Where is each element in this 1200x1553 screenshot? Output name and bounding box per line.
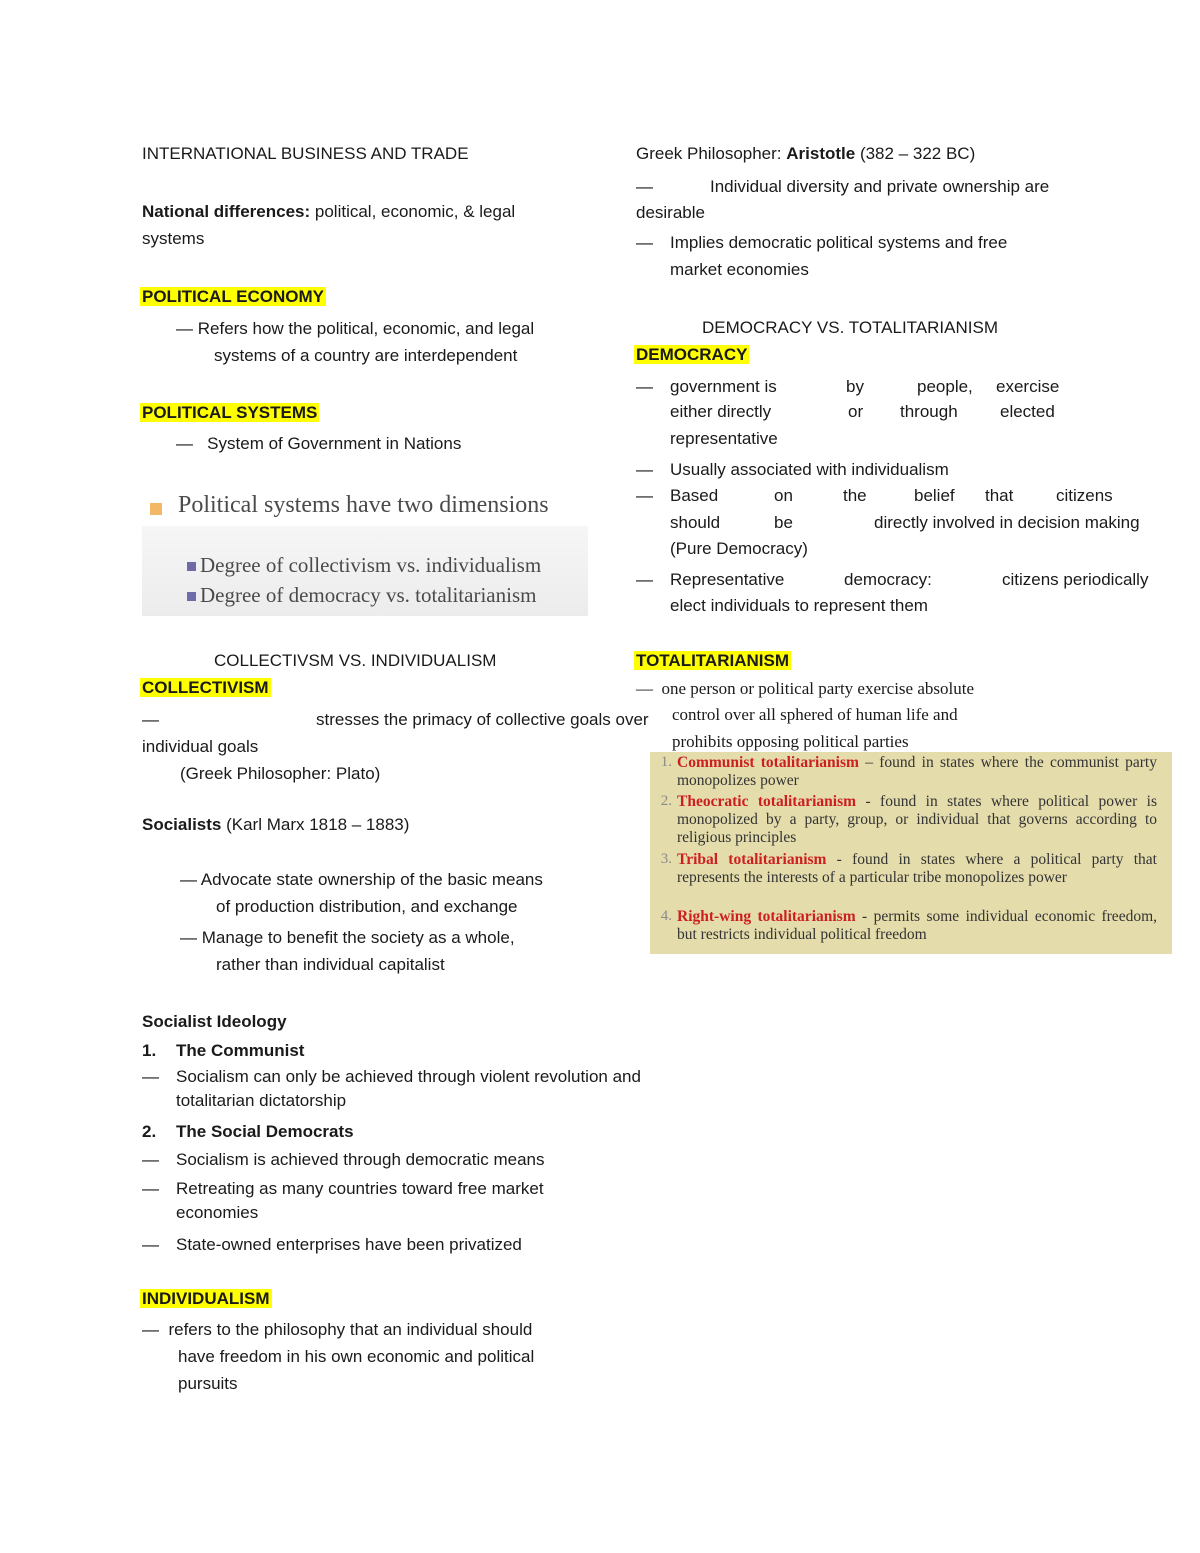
- individualism-label: INDIVIDUALISM: [142, 1289, 270, 1308]
- type-3-num: 3.: [660, 851, 672, 867]
- ideology-item-2-dash: [142, 1178, 159, 1200]
- democracy-vs-totalitarianism-heading: DEMOCRACY VS. TOTALITARIANISM: [702, 318, 998, 337]
- democracy-bullet-1-l2-w2: or: [848, 402, 864, 421]
- collectivism-bullet: [142, 709, 159, 731]
- ideology-item-1-dash: [142, 1066, 159, 1088]
- pe-bullet-1: [176, 318, 534, 340]
- socialists-bullet-1-cont: of production distribution, and exchange: [216, 897, 518, 916]
- democracy-bullet-4-dash: [636, 569, 653, 591]
- national-differences-label: National differences:: [142, 202, 311, 221]
- political-systems-label: POLITICAL SYSTEMS: [142, 403, 318, 422]
- aristotle-years: (382 – 322 BC): [855, 144, 976, 163]
- political-economy-label: POLITICAL ECONOMY: [142, 287, 324, 306]
- type-4-num: 4.: [660, 908, 672, 924]
- political-economy-heading: [140, 286, 326, 308]
- type-3-desc: - found in states where a political party that represents the interests of a particular tribe monopolizes power: [677, 851, 1157, 886]
- democracy-bullet-4-w2: democracy:: [844, 570, 932, 589]
- socialists-bullet-1-text: Advocate state ownership of the basic means: [200, 870, 543, 889]
- totalitarianism-types-box: [650, 752, 1172, 954]
- totalitarianism-line-2: control over all sphered of human life and: [672, 705, 958, 724]
- individualism-line-1: refers to the philosophy that an individual should: [168, 1320, 533, 1339]
- political-systems-slide: [142, 482, 588, 618]
- individualism-line-2: have freedom in his own economic and political: [178, 1347, 535, 1366]
- type-1-num: 1.: [660, 754, 672, 770]
- type-4-name: Right-wing totalitarianism: [677, 908, 856, 925]
- individualism-bullet: [142, 1319, 532, 1341]
- democracy-bullet-3-w5: that: [985, 486, 1014, 505]
- totalitarianism-line-1: one person or political party exercise absolute: [661, 679, 974, 698]
- ideology-item-1-num: 1.: [142, 1041, 157, 1060]
- collectivism-line-3: (Greek Philosopher: Plato): [180, 764, 381, 783]
- totalitarianism-heading: [634, 650, 791, 672]
- democracy-bullet-3-l3: (Pure Democracy): [670, 539, 808, 558]
- democracy-bullet-3-l2-w3: directly involved in decision making: [874, 513, 1140, 532]
- democracy-bullet-3-l2-w2: be: [774, 513, 793, 532]
- type-4-desc: - permits some individual economic freedom, but restricts individual political freedom: [677, 908, 1158, 943]
- aristotle-bullet-2: Implies democratic political systems and free: [670, 233, 1008, 252]
- totalitarianism-line-3: prohibits opposing political parties: [672, 732, 909, 751]
- socialists-line: [142, 814, 409, 836]
- socialists-bullet-2-text: Manage to benefit the society as a whole,: [201, 928, 515, 947]
- aristotle-line: [636, 143, 975, 165]
- democracy-bullet-1-w3: people,: [917, 377, 973, 396]
- ideology-item-1-line-1: Socialism can only be achieved through violent revolution and: [176, 1067, 641, 1086]
- square-bullet-icon: [187, 562, 196, 571]
- democracy-bullet-1-dash: [636, 376, 653, 398]
- democracy-bullet-3-w3: the: [843, 486, 867, 505]
- democracy-bullet-1-l2-w1: either directly: [670, 402, 772, 421]
- ideology-item-2-dash: [142, 1149, 159, 1171]
- type-2-name: Theocratic totalitarianism: [677, 793, 857, 810]
- socialists-text: (Karl Marx 1818 – 1883): [221, 815, 410, 834]
- democracy-bullet-4-w3: citizens periodically: [1002, 570, 1149, 589]
- democracy-bullet-3-w6: citizens: [1056, 486, 1113, 505]
- collectivism-label: COLLECTIVISM: [142, 678, 269, 697]
- aristotle-bullet-2-dash: [636, 232, 653, 254]
- socialists-label: Socialists: [142, 815, 222, 834]
- democracy-bullet-1-w1: government is: [670, 377, 777, 396]
- aristotle-name: Aristotle: [786, 144, 856, 163]
- ideology-item-2-dash: [142, 1234, 159, 1256]
- type-1-name: Communist totalitarianism: [677, 754, 859, 771]
- collectivism-heading: [140, 677, 271, 699]
- democracy-bullet-1-l2-w4: elected: [1000, 402, 1055, 421]
- national-differences: [142, 201, 515, 223]
- democracy-bullet-3-dash: [636, 485, 653, 507]
- type-3-text: [677, 851, 1157, 887]
- ideology-item-2-bullet-2: Retreating as many countries toward free market: [176, 1179, 544, 1198]
- socialists-bullet-2-cont: rather than individual capitalist: [216, 955, 445, 974]
- ideology-item-1-line-2: totalitarian dictatorship: [176, 1091, 347, 1110]
- democracy-heading: [634, 344, 749, 366]
- democracy-bullet-1-w2: by: [846, 377, 864, 396]
- democracy-bullet-4-w1: Representative: [670, 570, 785, 589]
- collectivism-vs-individualism-heading: COLLECTIVSM VS. INDIVIDUALISM: [214, 651, 497, 670]
- type-4-text: [677, 908, 1157, 944]
- ideology-item-2-bullet-3: State-owned enterprises have been privatized: [176, 1235, 522, 1254]
- type-2-text: [677, 793, 1157, 847]
- totalitarianism-label: TOTALITARIANISM: [636, 651, 789, 670]
- political-systems-heading: [140, 402, 319, 424]
- slide-bullet-1: Degree of collectivism vs. individualism: [200, 553, 542, 577]
- collectivism-line-2: individual goals: [142, 737, 259, 756]
- type-1-text: [677, 754, 1157, 790]
- aristotle-bullet-1-cont: desirable: [636, 203, 705, 222]
- collectivism-line-1: stresses the primacy of collective goals over: [316, 710, 649, 729]
- ideology-item-2-bullet-2-cont: economies: [176, 1203, 259, 1222]
- socialists-bullet-2: [180, 927, 515, 949]
- ps-line-1: System of Government in Nations: [207, 434, 462, 453]
- ideology-item-1-title: The Communist: [176, 1041, 305, 1060]
- square-bullet-icon: [150, 503, 162, 515]
- greek-prefix: Greek Philosopher:: [636, 144, 787, 163]
- democracy-bullet-3-l2-w1: should: [670, 513, 721, 532]
- democracy-bullet-4-l2: elect individuals to represent them: [670, 596, 928, 615]
- socialist-ideology-heading: Socialist Ideology: [142, 1012, 287, 1031]
- type-1-desc: – found in states where the communist party monopolizes power: [677, 754, 1157, 789]
- democracy-label: DEMOCRACY: [636, 345, 748, 364]
- square-bullet-icon: [187, 592, 196, 601]
- aristotle-bullet-2-cont: market economies: [670, 260, 809, 279]
- pe-line-1: Refers how the political, economic, and legal: [197, 319, 535, 338]
- document-title: INTERNATIONAL BUSINESS AND TRADE: [142, 144, 469, 163]
- national-differences-text: political, economic, & legal: [310, 202, 516, 221]
- type-3-name: Tribal totalitarianism: [677, 851, 827, 868]
- pe-line-2: systems of a country are interdependent: [214, 346, 518, 365]
- slide-bullet-2: Degree of democracy vs. totalitarianism: [200, 583, 537, 607]
- democracy-bullet-1-l2-w3: through: [900, 402, 958, 421]
- democracy-bullet-1-l3: representative: [670, 429, 778, 448]
- democracy-bullet-3-w2: on: [774, 486, 793, 505]
- socialists-bullet-1: [180, 869, 543, 891]
- type-2-desc: - found in states where political power is monopolized by a party, group, or individual that governs according to religious principles: [677, 793, 1157, 846]
- ps-bullet-1: [176, 433, 461, 455]
- democracy-bullet-2: Usually associated with individualism: [670, 460, 949, 479]
- democracy-bullet-3-w4: belief: [914, 486, 955, 505]
- national-differences-cont: systems: [142, 229, 205, 248]
- ideology-item-2-title: The Social Democrats: [176, 1122, 354, 1141]
- aristotle-bullet-1: Individual diversity and private ownership are: [710, 177, 1050, 196]
- ideology-item-2-bullet-1: Socialism is achieved through democratic means: [176, 1150, 545, 1169]
- aristotle-bullet-1-dash: [636, 176, 653, 198]
- slide-title: Political systems have two dimensions: [178, 492, 549, 518]
- democracy-bullet-3-w1: Based: [670, 486, 719, 505]
- individualism-line-3: pursuits: [178, 1374, 238, 1393]
- individualism-heading: [140, 1288, 272, 1310]
- type-2-num: 2.: [660, 793, 672, 809]
- democracy-bullet-1-w4: exercise: [996, 377, 1060, 396]
- totalitarianism-bullet: [636, 678, 974, 700]
- ideology-item-2-num: 2.: [142, 1122, 157, 1141]
- democracy-bullet-2-dash: [636, 459, 653, 481]
